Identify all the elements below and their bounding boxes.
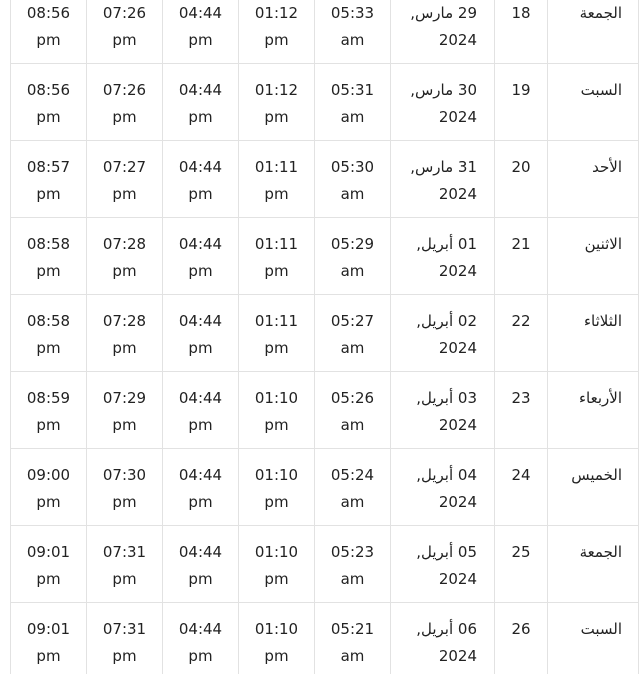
- isha-time-cell: [11, 372, 87, 449]
- isha-time-cell: [11, 295, 87, 372]
- dhuhr-time-cell: [239, 295, 315, 372]
- isha-time: 09:01: [26, 543, 71, 561]
- fajr-time-cell: [315, 218, 391, 295]
- date-cell: [391, 0, 495, 64]
- asr-period: pm: [188, 262, 213, 280]
- asr-time: 04:44: [178, 158, 223, 176]
- dhuhr-time: 01:12: [254, 81, 299, 99]
- date-year: 2024: [438, 262, 477, 280]
- dhuhr-period: pm: [264, 339, 289, 357]
- day-name: السبت: [580, 81, 622, 99]
- fajr-time-cell: [315, 295, 391, 372]
- dhuhr-time: 01:11: [254, 235, 299, 253]
- isha-time: 08:56: [26, 4, 71, 22]
- fajr-time-cell: [315, 64, 391, 141]
- isha-time-cell: [11, 0, 87, 64]
- maghrib-time: 07:28: [102, 235, 147, 253]
- date-cell: [391, 141, 495, 218]
- day-name: الأحد: [592, 158, 622, 176]
- dhuhr-period: pm: [264, 108, 289, 126]
- table-row: [11, 372, 639, 449]
- maghrib-period: pm: [112, 108, 137, 126]
- isha-time: 08:58: [26, 312, 71, 330]
- isha-time-cell: [11, 603, 87, 674]
- maghrib-period: pm: [112, 416, 137, 434]
- date-year: 2024: [438, 108, 477, 126]
- table-row: [11, 603, 639, 674]
- date-year: 2024: [438, 185, 477, 203]
- dhuhr-period: pm: [264, 416, 289, 434]
- fajr-period: am: [340, 339, 365, 357]
- maghrib-time-cell: [87, 218, 163, 295]
- isha-time: 08:58: [26, 235, 71, 253]
- fajr-period: am: [340, 108, 365, 126]
- day-name-cell: [548, 64, 639, 141]
- maghrib-time-cell: [87, 141, 163, 218]
- day-number-cell: [495, 526, 548, 603]
- day-name: السبت: [580, 620, 622, 638]
- asr-time: 04:44: [178, 312, 223, 330]
- isha-time-cell: [11, 526, 87, 603]
- table-body: [11, 0, 639, 674]
- fajr-time: 05:29: [330, 235, 375, 253]
- asr-period: pm: [188, 493, 213, 511]
- isha-time-cell: [11, 64, 87, 141]
- maghrib-period: pm: [112, 339, 137, 357]
- fajr-time: 05:21: [330, 620, 375, 638]
- isha-period: pm: [36, 31, 61, 49]
- day-number: 26: [511, 620, 531, 638]
- asr-time: 04:44: [178, 543, 223, 561]
- isha-time: 08:56: [26, 81, 71, 99]
- fajr-time: 05:26: [330, 389, 375, 407]
- day-name: الثلاثاء: [583, 312, 622, 330]
- date-day-month: 31 مارس,: [410, 158, 477, 176]
- asr-time: 04:44: [178, 4, 223, 22]
- day-number-cell: [495, 449, 548, 526]
- date-year: 2024: [438, 416, 477, 434]
- day-name-cell: [548, 218, 639, 295]
- isha-period: pm: [36, 185, 61, 203]
- maghrib-time-cell: [87, 295, 163, 372]
- fajr-time: 05:23: [330, 543, 375, 561]
- day-name-cell: [548, 141, 639, 218]
- asr-period: pm: [188, 185, 213, 203]
- day-name-cell: [548, 372, 639, 449]
- date-year: 2024: [438, 647, 477, 665]
- day-number: 21: [511, 235, 531, 253]
- fajr-time-cell: [315, 449, 391, 526]
- day-number-cell: [495, 0, 548, 64]
- maghrib-time: 07:26: [102, 81, 147, 99]
- maghrib-time: 07:28: [102, 312, 147, 330]
- dhuhr-time: 01:11: [254, 312, 299, 330]
- fajr-time-cell: [315, 526, 391, 603]
- day-number: 25: [511, 543, 531, 561]
- day-name-cell: [548, 449, 639, 526]
- asr-time-cell: [163, 0, 239, 64]
- day-number: 19: [511, 81, 531, 99]
- maghrib-period: pm: [112, 647, 137, 665]
- day-number-cell: [495, 372, 548, 449]
- maghrib-time-cell: [87, 526, 163, 603]
- isha-time-cell: [11, 218, 87, 295]
- dhuhr-time-cell: [239, 526, 315, 603]
- fajr-time: 05:31: [330, 81, 375, 99]
- day-name-cell: [548, 603, 639, 674]
- asr-time-cell: [163, 449, 239, 526]
- isha-time: 09:00: [26, 466, 71, 484]
- asr-time: 04:44: [178, 620, 223, 638]
- table-row: [11, 141, 639, 218]
- asr-time-cell: [163, 526, 239, 603]
- fajr-time: 05:27: [330, 312, 375, 330]
- fajr-period: am: [340, 493, 365, 511]
- day-name: الخميس: [571, 466, 622, 484]
- asr-time-cell: [163, 603, 239, 674]
- isha-period: pm: [36, 647, 61, 665]
- date-day-month: 01 أبريل,: [416, 235, 477, 253]
- maghrib-period: pm: [112, 31, 137, 49]
- day-number: 23: [511, 389, 531, 407]
- fajr-time: 05:30: [330, 158, 375, 176]
- fajr-time-cell: [315, 603, 391, 674]
- day-number: 20: [511, 158, 531, 176]
- maghrib-time: 07:26: [102, 4, 147, 22]
- isha-time: 08:57: [26, 158, 71, 176]
- asr-time-cell: [163, 218, 239, 295]
- date-day-month: 30 مارس,: [410, 81, 477, 99]
- asr-period: pm: [188, 570, 213, 588]
- day-number-cell: [495, 295, 548, 372]
- isha-period: pm: [36, 339, 61, 357]
- isha-period: pm: [36, 108, 61, 126]
- isha-time-cell: [11, 141, 87, 218]
- table-row: [11, 64, 639, 141]
- date-cell: [391, 218, 495, 295]
- asr-time-cell: [163, 295, 239, 372]
- day-name-cell: [548, 526, 639, 603]
- date-day-month: 03 أبريل,: [416, 389, 477, 407]
- maghrib-time-cell: [87, 372, 163, 449]
- dhuhr-time-cell: [239, 141, 315, 218]
- maghrib-period: pm: [112, 493, 137, 511]
- day-number: 18: [511, 4, 531, 22]
- maghrib-time-cell: [87, 0, 163, 64]
- date-cell: [391, 295, 495, 372]
- fajr-period: am: [340, 416, 365, 434]
- asr-time-cell: [163, 141, 239, 218]
- dhuhr-period: pm: [264, 493, 289, 511]
- prayer-times-table: [10, 0, 639, 674]
- day-number-cell: [495, 64, 548, 141]
- date-day-month: 04 أبريل,: [416, 466, 477, 484]
- date-day-month: 02 أبريل,: [416, 312, 477, 330]
- date-day-month: 29 مارس,: [410, 4, 477, 22]
- day-name: الأربعاء: [578, 389, 622, 407]
- isha-period: pm: [36, 493, 61, 511]
- table-row: [11, 0, 639, 64]
- fajr-period: am: [340, 647, 365, 665]
- date-year: 2024: [438, 339, 477, 357]
- dhuhr-period: pm: [264, 647, 289, 665]
- date-cell: [391, 64, 495, 141]
- day-name-cell: [548, 295, 639, 372]
- table-row: [11, 295, 639, 372]
- maghrib-period: pm: [112, 262, 137, 280]
- dhuhr-time: 01:11: [254, 158, 299, 176]
- dhuhr-period: pm: [264, 262, 289, 280]
- maghrib-time: 07:27: [102, 158, 147, 176]
- dhuhr-time: 01:10: [254, 543, 299, 561]
- fajr-time-cell: [315, 141, 391, 218]
- isha-period: pm: [36, 416, 61, 434]
- table-row: [11, 218, 639, 295]
- maghrib-time-cell: [87, 603, 163, 674]
- dhuhr-time-cell: [239, 0, 315, 64]
- date-cell: [391, 372, 495, 449]
- maghrib-period: pm: [112, 185, 137, 203]
- fajr-period: am: [340, 31, 365, 49]
- day-number: 22: [511, 312, 531, 330]
- date-cell: [391, 449, 495, 526]
- dhuhr-period: pm: [264, 31, 289, 49]
- day-name: الاثنين: [584, 235, 622, 253]
- isha-period: pm: [36, 570, 61, 588]
- date-day-month: 06 أبريل,: [416, 620, 477, 638]
- isha-time: 09:01: [26, 620, 71, 638]
- asr-time: 04:44: [178, 466, 223, 484]
- fajr-time: 05:24: [330, 466, 375, 484]
- fajr-period: am: [340, 262, 365, 280]
- asr-period: pm: [188, 647, 213, 665]
- dhuhr-time-cell: [239, 64, 315, 141]
- dhuhr-time: 01:10: [254, 389, 299, 407]
- table-row: [11, 449, 639, 526]
- dhuhr-period: pm: [264, 185, 289, 203]
- fajr-time-cell: [315, 372, 391, 449]
- dhuhr-time: 01:12: [254, 4, 299, 22]
- fajr-period: am: [340, 570, 365, 588]
- asr-time: 04:44: [178, 81, 223, 99]
- day-number-cell: [495, 603, 548, 674]
- day-number-cell: [495, 141, 548, 218]
- day-name-cell: [548, 0, 639, 64]
- asr-time: 04:44: [178, 389, 223, 407]
- asr-period: pm: [188, 31, 213, 49]
- asr-time-cell: [163, 64, 239, 141]
- maghrib-time-cell: [87, 449, 163, 526]
- dhuhr-period: pm: [264, 570, 289, 588]
- maghrib-time: 07:29: [102, 389, 147, 407]
- asr-period: pm: [188, 416, 213, 434]
- dhuhr-time-cell: [239, 372, 315, 449]
- table-row: [11, 526, 639, 603]
- date-year: 2024: [438, 493, 477, 511]
- isha-time: 08:59: [26, 389, 71, 407]
- fajr-time-cell: [315, 0, 391, 64]
- dhuhr-time-cell: [239, 603, 315, 674]
- asr-time-cell: [163, 372, 239, 449]
- fajr-period: am: [340, 185, 365, 203]
- day-name: الجمعة: [579, 543, 622, 561]
- dhuhr-time-cell: [239, 449, 315, 526]
- isha-time-cell: [11, 449, 87, 526]
- maghrib-time-cell: [87, 64, 163, 141]
- date-year: 2024: [438, 570, 477, 588]
- date-day-month: 05 أبريل,: [416, 543, 477, 561]
- maghrib-time: 07:30: [102, 466, 147, 484]
- asr-time: 04:44: [178, 235, 223, 253]
- day-number: 24: [511, 466, 531, 484]
- maghrib-time: 07:31: [102, 543, 147, 561]
- maghrib-time: 07:31: [102, 620, 147, 638]
- date-cell: [391, 526, 495, 603]
- date-cell: [391, 603, 495, 674]
- fajr-time: 05:33: [330, 4, 375, 22]
- asr-period: pm: [188, 108, 213, 126]
- date-year: 2024: [438, 31, 477, 49]
- day-number-cell: [495, 218, 548, 295]
- isha-period: pm: [36, 262, 61, 280]
- dhuhr-time: 01:10: [254, 620, 299, 638]
- maghrib-period: pm: [112, 570, 137, 588]
- dhuhr-time-cell: [239, 218, 315, 295]
- dhuhr-time: 01:10: [254, 466, 299, 484]
- day-name: الجمعة: [579, 4, 622, 22]
- asr-period: pm: [188, 339, 213, 357]
